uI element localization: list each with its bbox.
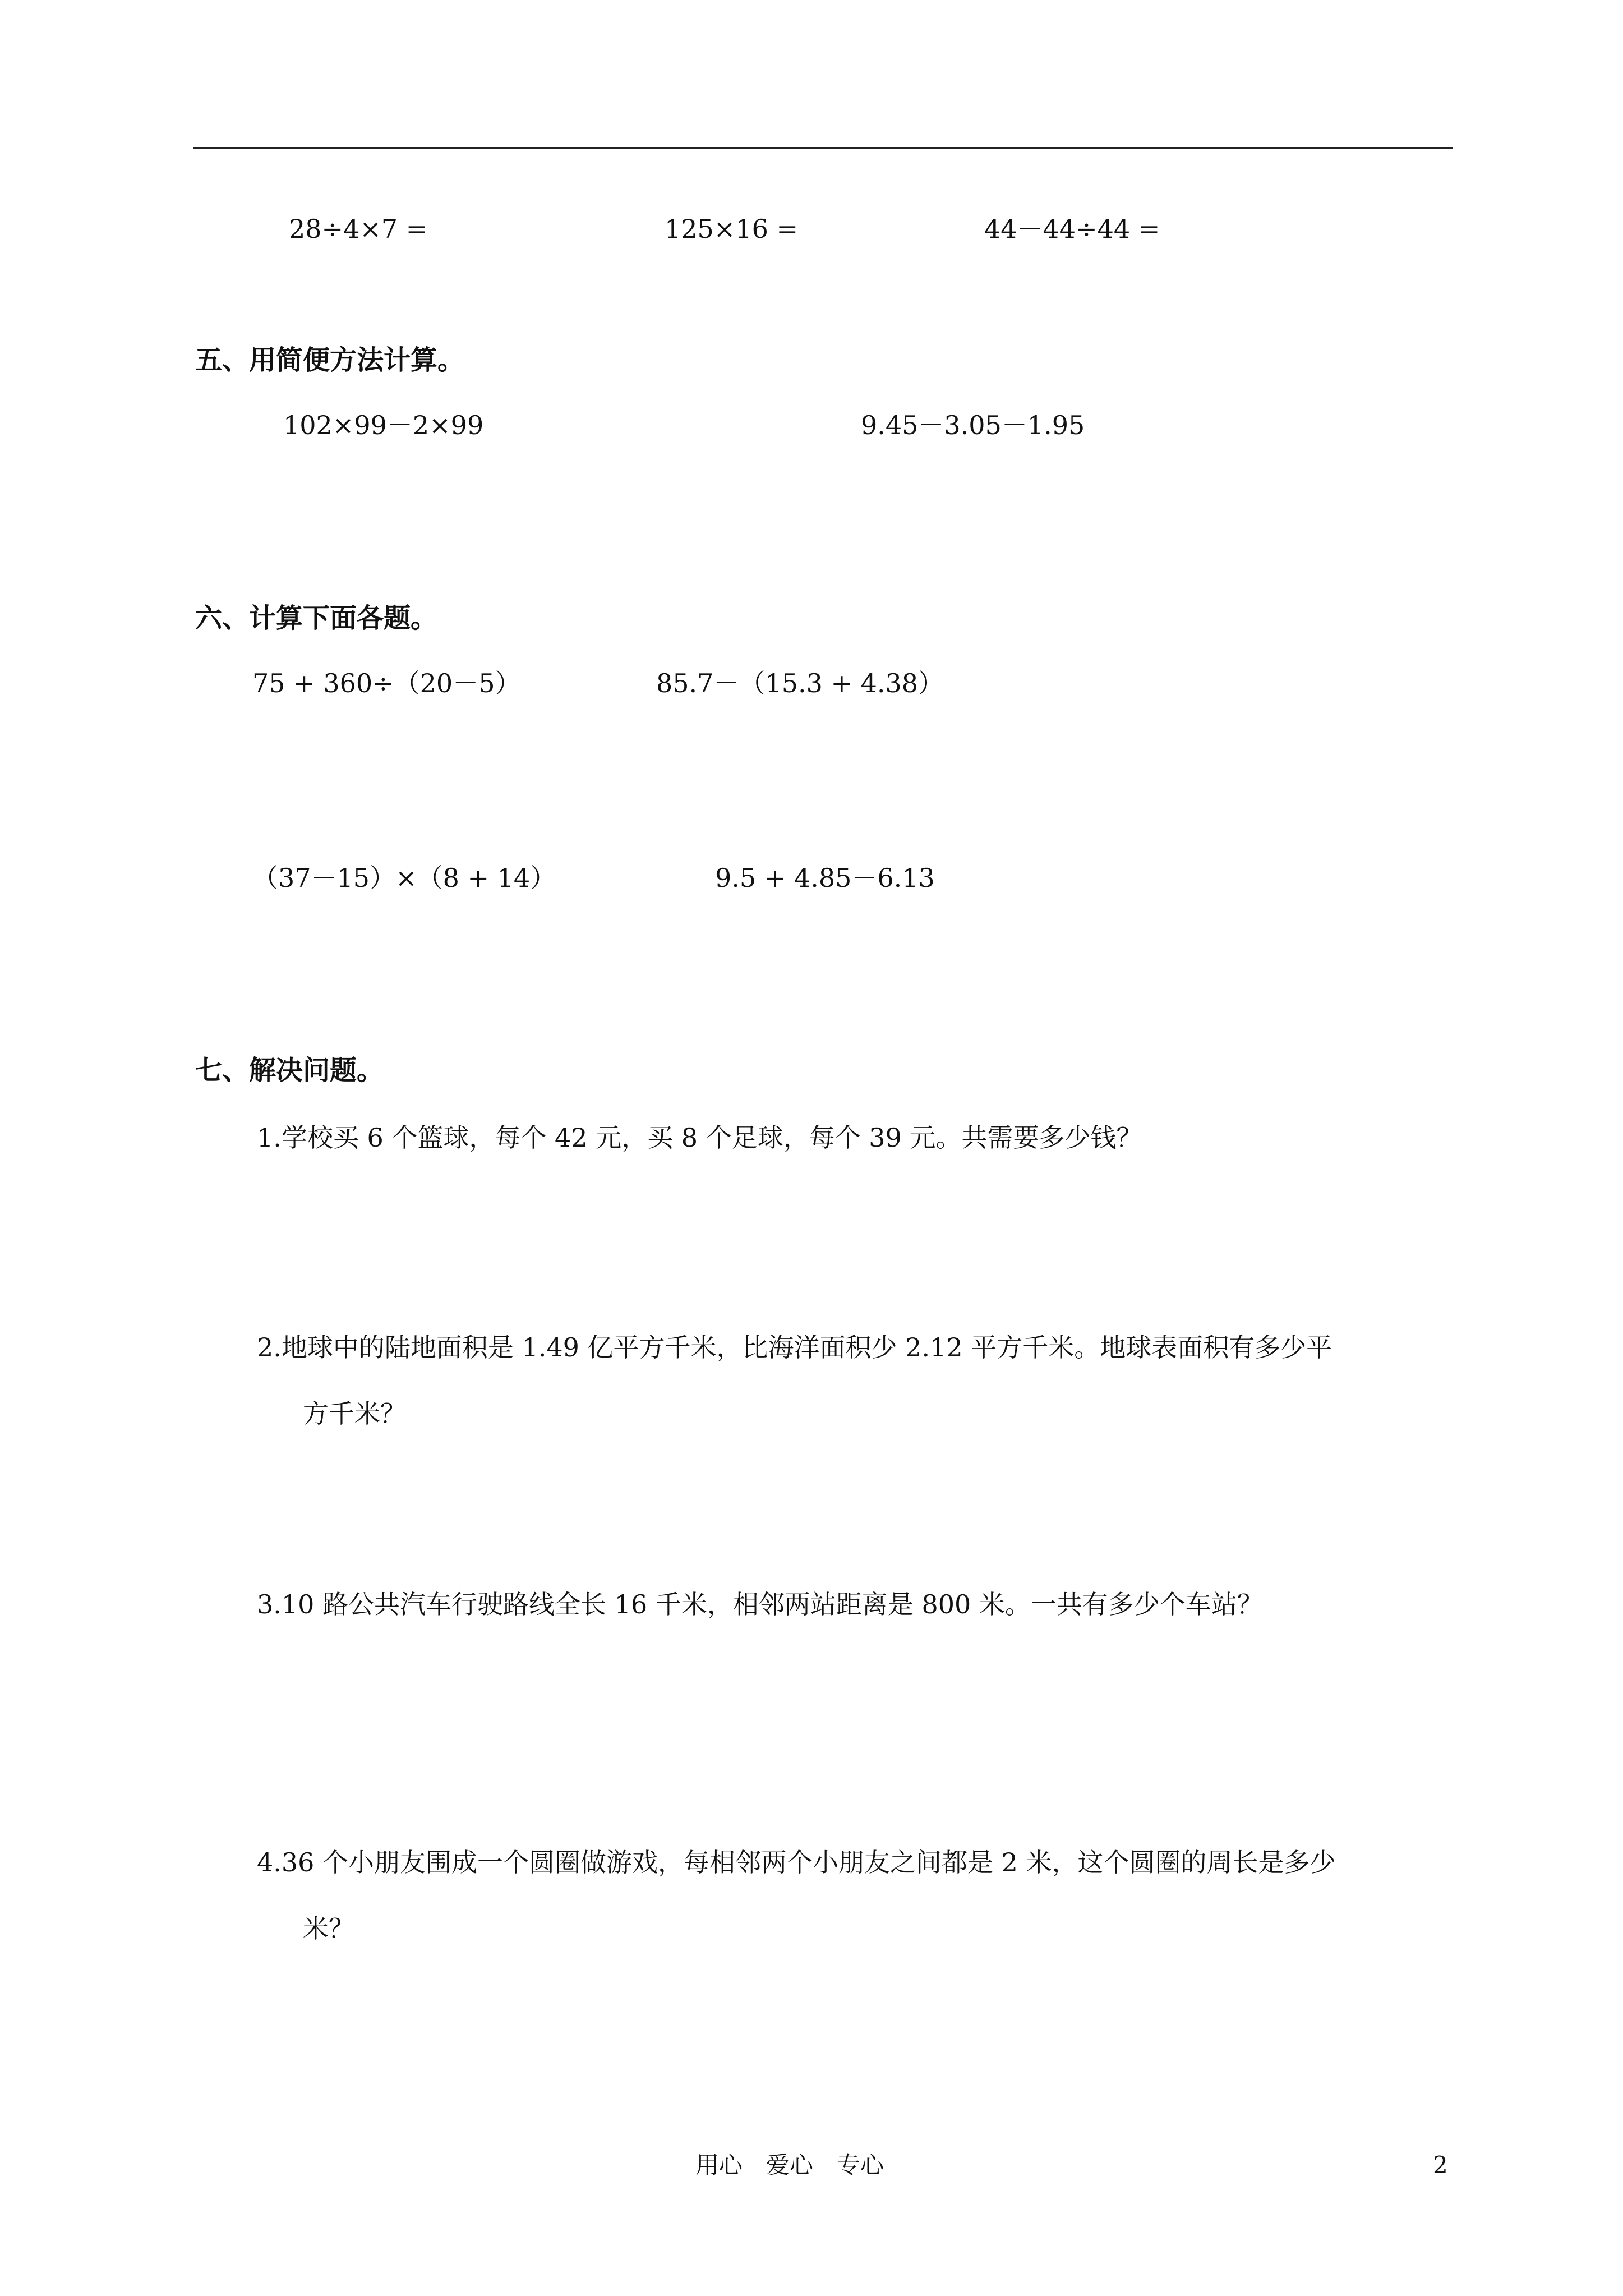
header-rule	[193, 147, 1453, 149]
footer-motto: 用心 爱心 专心	[695, 2151, 884, 2179]
row1-expr3: 44－44÷44 =	[984, 214, 1160, 244]
problem-2-line2: 方千米？	[303, 1398, 406, 1429]
problem-2-line1: 2.地球中的陆地面积是 1.49 亿平方千米，比海洋面积少 2.12 平方千米。地球表面积有多少平	[257, 1332, 1332, 1363]
section5-expr1: 102×99－2×99	[283, 410, 484, 440]
section6-expr3: （37－15）×（8 + 14）	[252, 863, 556, 893]
section5-title: 五、用简便方法计算。	[195, 344, 465, 376]
row1-expr1: 28÷4×7 =	[289, 214, 428, 244]
section5-expr2: 9.45－3.05－1.95	[861, 410, 1085, 440]
section6-expr2: 85.7－（15.3 + 4.38）	[656, 668, 944, 698]
problem-3: 3.10 路公共汽车行驶路线全长 16 千米，相邻两站距离是 800 米。一共有多少个车站？	[257, 1589, 1263, 1619]
row1-expr2: 125×16 =	[665, 214, 799, 244]
problem-4-line1: 4.36 个小朋友围成一个圆圈做游戏，每相邻两个小朋友之间都是 2 米，这个圆圈的周长是多少	[257, 1847, 1336, 1878]
problem-4-line2: 米？	[303, 1913, 354, 1944]
section7-title: 七、解决问题。	[195, 1055, 384, 1086]
page-number: 2	[1433, 2151, 1448, 2179]
section6-expr4: 9.5 + 4.85－6.13	[715, 863, 935, 893]
section6-expr1: 75 + 360÷（20－5）	[252, 668, 521, 698]
problem-1: 1.学校买 6 个篮球，每个 42 元，买 8 个足球，每个 39 元。共需要多少钱？	[257, 1122, 1142, 1153]
section6-title: 六、计算下面各题。	[195, 602, 438, 634]
